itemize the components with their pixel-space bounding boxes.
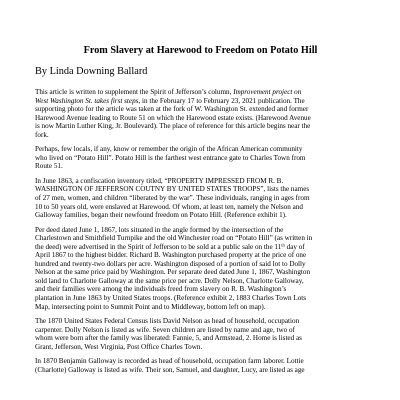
text-line: [35, 334, 366, 343]
italic-text: Improvement project on: [233, 88, 302, 96]
text-line: [35, 177, 366, 186]
text-segment: carpenter. Dolly Nelson is listed as wife. Seven children are listed by name and age, two of: [35, 325, 295, 334]
text-segment: Harewood Avenue leading to Route 51 on which the Harewood estate exists. (Harewood Avenue: [35, 113, 311, 122]
text-segment: of 27 men, women, and children “liberated by the war”. These individuals, ranging in ages from: [35, 194, 310, 203]
document-title: From Slavery at Harewood to Freedom on Potato Hill: [83, 45, 318, 56]
text-segment: day of: [284, 242, 305, 251]
article-body: [35, 88, 366, 374]
text-segment: In 1870 Benjamin Galloway is recorded as head of household, occupation farm laborer. Lottie: [35, 357, 304, 366]
text-line: [35, 357, 366, 366]
text-segment: April 1867 to the highest bidder. Richard B. Washington purchased property at the price of one: [35, 251, 307, 260]
text-line: [35, 285, 366, 294]
text-segment: Grant, Jefferson, West Virginia, Post Office Charles Town.: [35, 342, 203, 351]
text-line: [35, 303, 366, 312]
text-line: [35, 114, 366, 123]
text-line: [35, 203, 366, 212]
text-line: [35, 260, 366, 269]
text-segment: hundred and twenty-two dollars per acre. Washington disposed of a portion of said lot to Dolly: [35, 259, 306, 268]
text-line: [35, 366, 366, 375]
text-segment: fork.: [35, 130, 49, 139]
text-segment: Galloway families, began their newfound freedom on Potato Hill. (Reference exhibit 1).: [35, 211, 287, 220]
text-segment: WASHINGTON OF JEFFERSON COUTNY BY UNITED STATES TROOPS”, lists the names: [35, 185, 310, 194]
text-segment: supporting photo for the article was taken at the fork of W. Washington St. extended and former: [35, 105, 309, 114]
text-segment: The 1870 United States Federal Census lists David Nelson as head of household, occupation: [35, 317, 300, 326]
paragraph: [35, 177, 366, 220]
text-segment: and their families were among the individuals freed from slavery on R. B. Washington’s: [35, 285, 287, 294]
paragraph: [35, 226, 366, 311]
superscript-text: th: [281, 242, 285, 248]
text-line: [35, 268, 366, 277]
text-line: [35, 243, 366, 252]
text-line: [35, 294, 366, 303]
text-segment: Route 51.: [35, 162, 63, 171]
text-line: [35, 154, 366, 163]
paragraph: [35, 145, 366, 171]
paragraph: [35, 317, 366, 351]
text-line: [35, 326, 366, 335]
italic-text: West Washington St. takes first steps: [35, 96, 139, 105]
text-line: [35, 277, 366, 286]
text-line: [35, 226, 366, 235]
text-segment: sold land to Charlotte Galloway at the same price per acre. Dolly Nelson, Charlotte Galloway,: [35, 276, 304, 285]
text-line: [35, 343, 366, 352]
text-line: [35, 97, 366, 106]
text-segment: In June 1863, a confiscation inventory titled, “PROPERTY IMPRESSED FROM R. B.: [35, 176, 284, 185]
text-line: [35, 194, 366, 203]
text-line: [35, 251, 366, 260]
text-line: [35, 88, 366, 97]
text-line: [35, 211, 366, 220]
text-line: [35, 122, 366, 131]
paragraph: [35, 88, 366, 139]
text-segment: Charlestown and Smithfield Turnpike and the old Winchester road on “Potato Hill” (as written in: [35, 234, 313, 243]
author-byline: By Linda Downing Ballard: [35, 66, 148, 77]
text-segment: is now Martin Luther King, Jr. Boulevard). The place of reference for this article begins near the: [35, 122, 311, 131]
text-segment: plantation in June 1863 by United States troops. (Reference exhibit 2, 1883 Charles Town Lots: [35, 294, 307, 303]
text-segment: 10 to 50 years old, were enslaved at Harewood. Of whom, at least ten, namely the Nelson and: [35, 202, 303, 211]
text-segment: (Charlotte) Galloway is listed as wife. Their son, Samuel, and daughter, Lucy, are listed as age: [35, 365, 305, 374]
text-segment: Per deed dated June 1, 1867, lots situated in the angle formed by the intersection of the: [35, 225, 284, 234]
text-segment: This article is written to supplement the Spirit of Jefferson’s column,: [35, 88, 234, 96]
text-line: [35, 234, 366, 243]
text-line: [35, 131, 366, 140]
text-line: [35, 145, 366, 154]
text-line: [35, 162, 366, 171]
text-line: [35, 105, 366, 114]
text-segment: Nelson at the same price paid by Washington. Per separate deed dated June 1, 1867, Washington: [35, 268, 311, 277]
text-segment: Map, intersecting point to Summit Point and to Middleway, bottom left on map).: [35, 302, 266, 311]
text-segment: whom were born after the family was liberated: Fannie, 5, and Armstead, 2. Home is listed as: [35, 334, 302, 343]
paragraph: [35, 357, 366, 374]
text-segment: who lived on “Potato Hill”. Potato Hill is the farthest west entrance gate to Charles Town from: [35, 153, 306, 162]
text-segment: the deed) were advertised in the Spirit of Jefferson to be sold at a public sale on the 11: [35, 242, 282, 251]
text-segment: , in the February 17 to February 23, 2021 publication. The: [138, 96, 305, 105]
text-line: [35, 185, 366, 194]
text-line: [35, 317, 366, 326]
text-segment: Perhaps, few locals, if any, know or remember the origin of the African American community: [35, 145, 303, 154]
